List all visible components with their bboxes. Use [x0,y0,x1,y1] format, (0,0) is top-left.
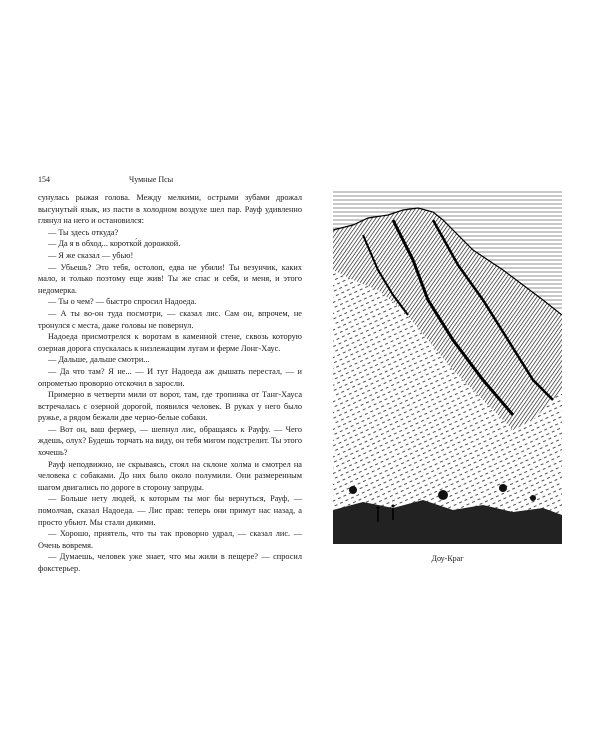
illustration-caption: Доу-Краг [431,554,464,563]
paragraph: — Я же сказал — убью! [48,250,134,260]
paragraph: — Больше нету людей, к которым ты мог бы вернуться, Рауф, — помолчав, сказал Надоеда. — Лис прав: теперь они примут нас назад, а просто убьют. Мы стали дикими. [38,494,302,527]
paragraph: сунулась рыжая голова. Между мелкими, острыми зубами дрожал высунутый язык, из пасти в холодном воздухе шел пар. Рауф удивленно глянул на него и остановился: [38,193,302,226]
paragraph: — Дальше, дальше смотри... [48,355,150,365]
paragraph: Надоеда присмотрелся к воротам в каменной стене, сквозь которую озерная дорога спускалась к низлежащим лугам и ферме Лонг-Хаус. [38,332,302,353]
page-header [38,175,300,189]
paragraph: — Да что там? Я не... — И тут Надоеда аж дышать перестал, — и опрометью проворно отскочил в заросли. [38,366,302,388]
page-number: 154 [38,175,50,184]
running-title: Чумные Псы [129,175,174,184]
paragraph: — Убьешь? Это тебя, остолоп, едва не убили! Ты везунчик, каких мало, и только поэтому еще жив! Ты же спас и себя, и меня, и этого недомерка. [38,262,302,295]
paragraph: — Да я в обход... коротко́й дорожкой. [48,239,181,249]
paragraph: — Ты здесь откуда? [48,227,119,237]
paragraph: Рауф неподвижно, не скрываясь, стоял на склоне холма и смотрел на человека с собаками. До них было около полумили. Они размеренным шагом двигались по дороге в сторону запруды. [38,459,302,492]
paragraph: — Вот он, ваш фермер, — шепнул лис, обращаясь к Рауфу. — Чего ждешь, олух? Будешь торчать на виду, он тебя мигом подстрелит. Ты этого хочешь? [38,424,302,458]
paragraph: — Хорошо, приятель, что ты так проворно удрал, — сказал лис. — Очень вовремя. [38,529,302,550]
paragraph: — Думаешь, человек уже знает, что мы жили в пещере? — спросил фокстерьер. [38,552,302,573]
body-text [38,192,302,575]
paragraph: — Ты о чем? — быстро спросил Надоеда. [48,297,197,307]
paragraph: — А ты во-он туда посмотри, — сказал лис. Сам он, впрочем, не тронулся с места, даже головы не повернул. [38,308,302,330]
paragraph: Примерно в четверти мили от ворот, там, где тропинка от Танг-Хауса встречалась с озерной дорогой, появился человек. В руках у него было ружье, а рядом бежали две черно-белые собаки. [38,390,302,423]
mountain-illustration [333,190,562,544]
